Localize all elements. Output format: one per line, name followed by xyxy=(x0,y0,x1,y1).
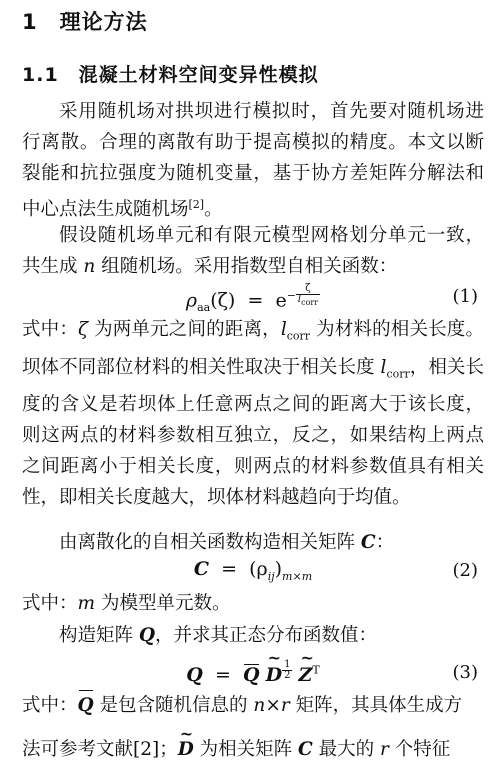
paragraph-correlation-length: 式中：ζ 为两单元之间的距离，$l_{corr}$ 为材料的相关长度。坝体不同部位材料的相关性取决于相关长度 $l_{corr}$，相关长度的含义是若坝体上任意两点之间的距离大于该长度，则这两点的材料参数相互独立，反之，如果结构上两点之间距离小于相关长度，则两点的材料参数值具有相关性，即相关长度越大，坝体材料越趋向于均值。 xyxy=(22,319,484,509)
equation-3: Q = Q ~ D $^{\frac{1}{2}}$ ~ $Z^T$ (3) xyxy=(22,658,484,692)
paragraph-random-field: 假设随机场单元和有限元模型网格划分单元一致，共生成 n 组随机场。采用指数型自相关函数： xyxy=(22,225,484,277)
citation: [2] xyxy=(188,198,205,211)
subsection-heading: 1.1 混凝土材料空间变异性模拟 xyxy=(22,64,319,86)
equation-number: (3) xyxy=(452,662,478,683)
paragraph-matrix-q: 构造矩阵 Q，并求其正态分布函数值： xyxy=(59,625,378,646)
paragraph-model-units: 式中：m 为模型单元数。 xyxy=(22,593,231,614)
paragraph-matrix-c: 由离散化的自相关函数构造相关矩阵 C： xyxy=(59,532,395,553)
equation-1: $\rho_{aa}(\zeta) = e^{- \frac{\zeta}{l_{corr}}}$ (1) xyxy=(185,283,478,315)
equation-number: (2) xyxy=(452,560,478,581)
equation-number: (1) xyxy=(452,286,478,307)
section-heading: 1 理论方法 xyxy=(22,10,148,34)
paragraph-intro: 采用随机场对拱坝进行模拟时，首先要对随机场进行离散。合理的离散有助于提高模拟的精度。本文以断裂能和抗拉强度为随机变量，基于协方差矩阵分解法和中心点法生成随机场[2]。 xyxy=(22,101,484,221)
equation-2: $C = (\rho_{ij})_{m\times m}$ (2) xyxy=(193,558,478,583)
paragraph-reference: 法可参考文献[2]；~ D 为相关矩阵 C 最大的 r 个特征 xyxy=(22,734,484,765)
exponent-fraction: $\frac{\zeta}{l_{corr}}$ xyxy=(297,283,319,307)
paragraph-q-description: 式中：Q 是包含随机信息的 n×r 矩阵，其具体生成方 xyxy=(22,690,484,721)
